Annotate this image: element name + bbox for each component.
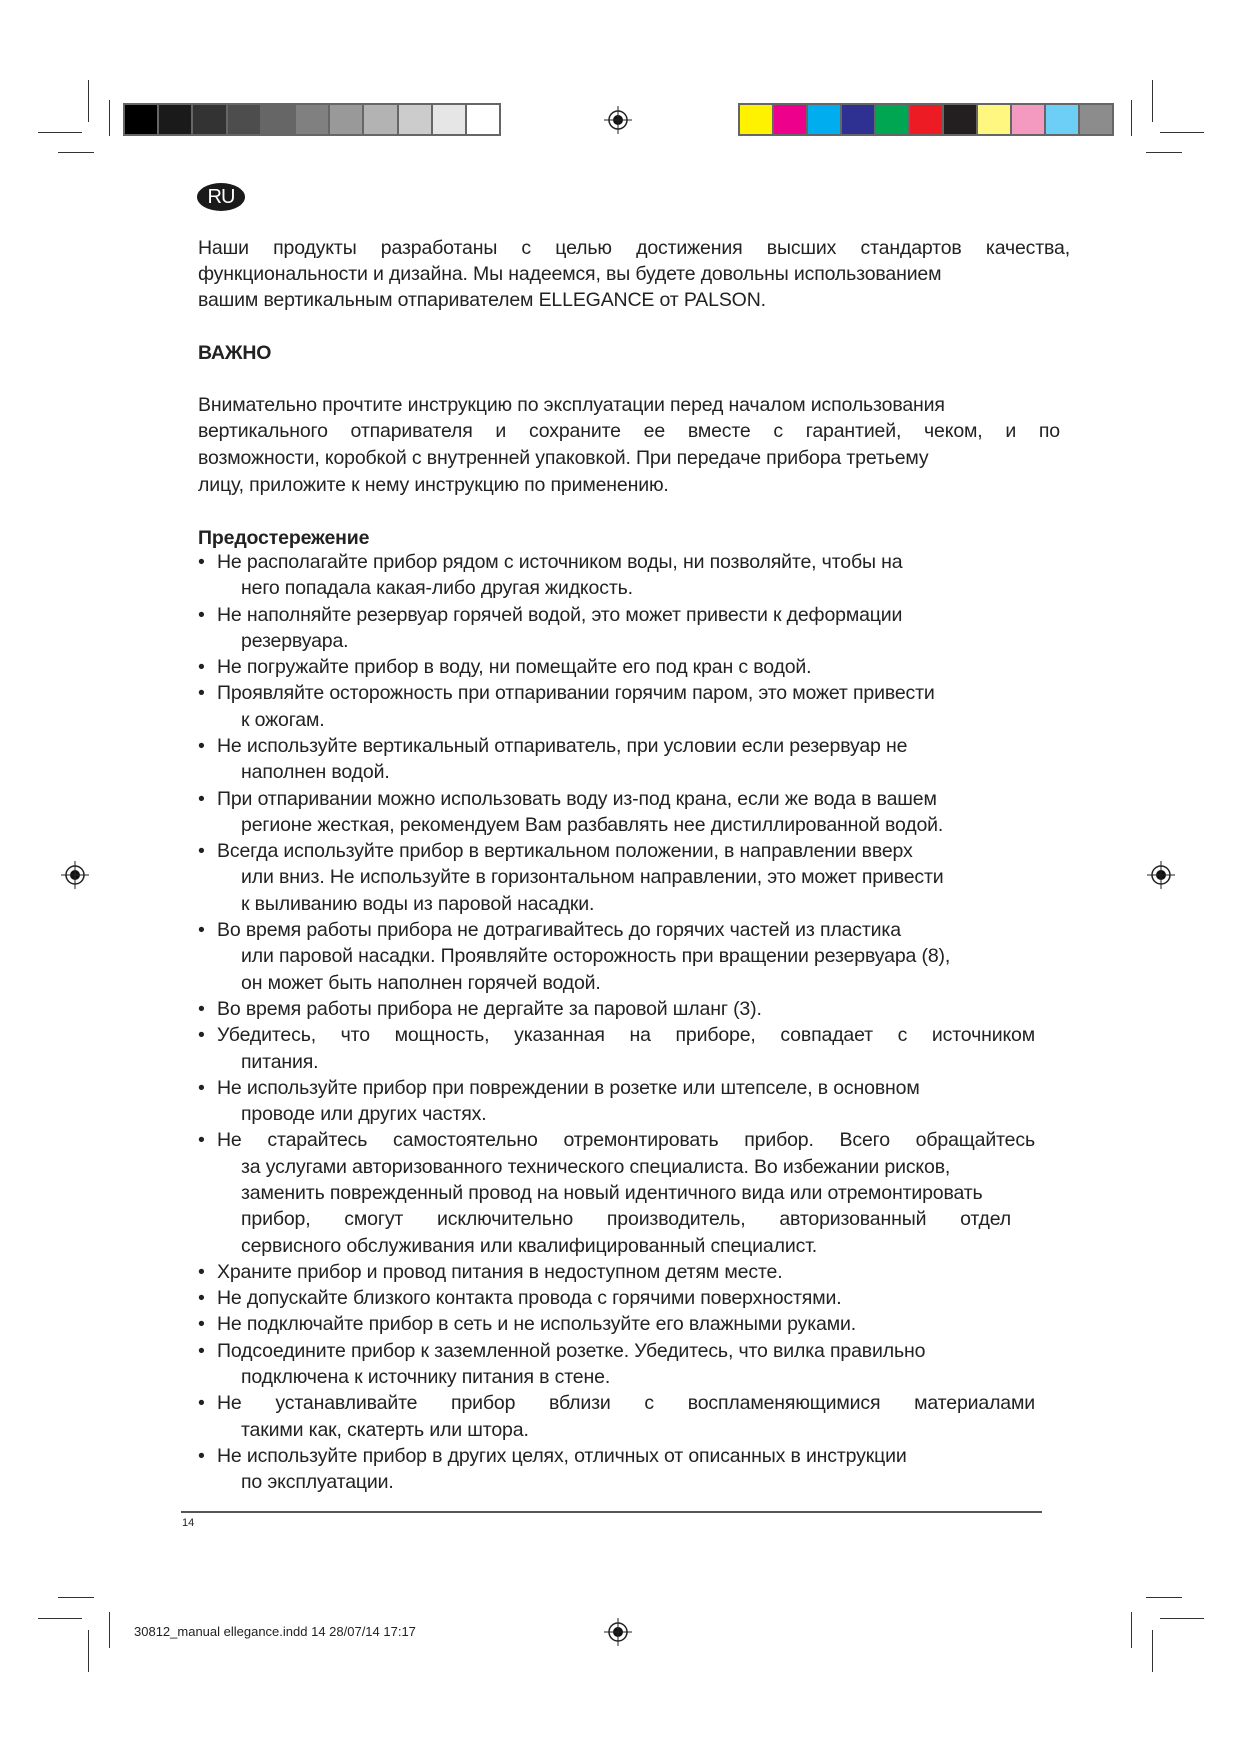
- warning-line: Не располагайте прибор рядом с источником воды, ни позволяйте, чтобы на: [217, 551, 903, 573]
- color-swatch: [774, 105, 806, 134]
- warning-line: или вниз. Не используйте в горизонтальном направлении, это может привести: [241, 866, 944, 889]
- crop-mark: [109, 100, 110, 136]
- crop-mark: [1160, 1618, 1204, 1619]
- print-slug: 30812_manual ellegance.indd 14 28/07/14 17:17: [134, 1624, 416, 1639]
- warning-line: Подсоедините прибор к заземленной розетке. Убедитесь, что вилка правильно: [217, 1339, 926, 1362]
- bullet-icon: •: [198, 551, 205, 573]
- crop-mark: [1152, 1630, 1153, 1672]
- bullet-icon: •: [198, 919, 205, 942]
- crop-mark: [1131, 100, 1132, 136]
- bullet-icon: •: [198, 735, 205, 758]
- warning-line: он может быть наполнен горячей водой.: [241, 971, 601, 994]
- warning-line: Проявляйте осторожность при отпаривании горячим паром, это может привести: [217, 682, 935, 705]
- warning-line: Во время работы прибора не дергайте за паровой шланг (3).: [217, 997, 762, 1020]
- warning-line: Не используйте прибор при повреждении в розетке или штепселе, в основном: [217, 1076, 920, 1099]
- bullet-icon: •: [198, 603, 205, 626]
- crop-mark: [88, 1630, 89, 1672]
- color-swatch: [364, 105, 396, 134]
- crop-mark: [1160, 132, 1204, 133]
- bullet-icon: •: [198, 656, 205, 679]
- color-swatch: [1046, 105, 1078, 134]
- warning-line: Не погружайте прибор в воду, ни помещайте его под кран с водой.: [217, 656, 812, 679]
- color-swatch: [330, 105, 362, 134]
- registration-target-icon: [1147, 861, 1175, 889]
- warning-line: по эксплуатации.: [241, 1471, 394, 1494]
- warning-line: такими как, скатерть или штора.: [241, 1418, 529, 1441]
- color-swatch: [1080, 105, 1112, 134]
- warning-line: Не наполняйте резервуар горячей водой, это может привести к деформации: [217, 603, 903, 626]
- color-swatch: [1012, 105, 1044, 134]
- color-swatch: [808, 105, 840, 134]
- warning-line: Не старайтесь самостоятельно отремонтировать прибор. Всего обращайтесь: [217, 1129, 1035, 1152]
- warning-heading: Предостережение: [198, 527, 370, 549]
- crop-mark: [1146, 152, 1182, 153]
- warning-line: к выливанию воды из паровой насадки.: [241, 892, 595, 915]
- crop-mark: [88, 80, 89, 122]
- warning-line: питания.: [241, 1050, 319, 1073]
- warning-line: наполнен водой.: [241, 761, 390, 784]
- warning-line: проводе или других частях.: [241, 1103, 487, 1126]
- color-swatch: [978, 105, 1010, 134]
- color-swatch: [159, 105, 191, 134]
- warning-line: Храните прибор и провод питания в недоступном детям месте.: [217, 1260, 783, 1283]
- bullet-icon: •: [198, 1287, 205, 1310]
- warning-line: подключена к источнику питания в стене.: [241, 1365, 611, 1388]
- bullet-icon: •: [198, 1024, 205, 1047]
- warning-line: к ожогам.: [241, 708, 325, 731]
- registration-target-icon: [604, 106, 632, 134]
- crop-mark: [1131, 1612, 1132, 1648]
- bullet-icon: •: [198, 840, 205, 863]
- intro-line: функциональности и дизайна. Мы надеемся, вы будете довольны использованием: [198, 263, 942, 285]
- bullet-icon: •: [198, 682, 205, 705]
- warning-line: или паровой насадки. Проявляйте осторожность при вращении резервуара (8),: [241, 945, 951, 968]
- bullet-icon: •: [198, 1313, 205, 1336]
- color-swatch: [296, 105, 328, 134]
- color-swatch: [910, 105, 942, 134]
- crop-mark: [38, 1618, 82, 1619]
- important-line: Внимательно прочтите инструкцию по эксплуатации перед началом использования: [198, 394, 945, 416]
- warning-line: Во время работы прибора не дотрагивайтесь до горячих частей из пластика: [217, 919, 901, 942]
- language-badge: RU: [197, 183, 245, 211]
- color-swatch: [399, 105, 431, 134]
- warning-line: регионе жесткая, рекомендуем Вам разбавлять нее дистиллированной водой.: [241, 813, 944, 836]
- color-swatch: [467, 105, 499, 134]
- crop-mark: [58, 1597, 94, 1598]
- bullet-icon: •: [198, 1444, 205, 1467]
- bullet-icon: •: [198, 787, 205, 810]
- footer-rule: [181, 1511, 1042, 1513]
- crop-mark: [1146, 1597, 1182, 1598]
- warning-line: прибор, смогут исключительно производитель, авторизованный отдел: [241, 1208, 1011, 1231]
- warning-line: сервисного обслуживания или квалифицированный специалист.: [241, 1234, 818, 1257]
- intro-line: Наши продукты разработаны с целью достижения высших стандартов качества,: [198, 237, 1070, 259]
- warning-line: Не допускайте близкого контакта провода с горячими поверхностями.: [217, 1287, 842, 1310]
- crop-mark: [109, 1612, 110, 1648]
- bullet-icon: •: [198, 1076, 205, 1099]
- warning-line: Не используйте вертикальный отпариватель, при условии если резервуар не: [217, 735, 908, 758]
- intro-line: вашим вертикальным отпаривателем ELLEGANCE от PALSON.: [198, 289, 766, 311]
- important-line: вертикального отпаривателя и сохраните ее вместе с гарантией, чеком, и по: [198, 420, 1060, 442]
- warning-line: за услугами авторизованного технического специалиста. Во избежании рисков,: [241, 1155, 951, 1178]
- warning-line: Не устанавливайте прибор вблизи с воспламеняющимися материалами: [217, 1392, 1035, 1415]
- color-swatch: [433, 105, 465, 134]
- color-swatch: [876, 105, 908, 134]
- bullet-icon: •: [198, 1129, 205, 1152]
- bullet-icon: •: [198, 1339, 205, 1362]
- grayscale-calibration-bar: [123, 103, 501, 136]
- warning-line: него попадала какая-либо другая жидкость.: [241, 577, 633, 600]
- registration-target-icon: [604, 1618, 632, 1646]
- color-swatch: [944, 105, 976, 134]
- warning-line: Убедитесь, что мощность, указанная на приборе, совпадает с источником: [217, 1024, 1035, 1047]
- crop-mark: [1152, 80, 1153, 122]
- color-swatch: [262, 105, 294, 134]
- bullet-icon: •: [198, 1392, 205, 1415]
- color-swatch: [740, 105, 772, 134]
- warning-line: При отпаривании можно использовать воду из-под крана, если же вода в вашем: [217, 787, 937, 810]
- warning-line: Всегда используйте прибор в вертикальном положении, в направлении вверх: [217, 840, 913, 863]
- color-swatch: [193, 105, 225, 134]
- color-swatch: [228, 105, 260, 134]
- color-calibration-bar: [738, 103, 1114, 136]
- bullet-icon: •: [198, 1260, 205, 1283]
- bullet-icon: •: [198, 997, 205, 1020]
- warning-line: заменить поврежденный провод на новый идентичного вида или отремонтировать: [241, 1181, 983, 1204]
- crop-mark: [38, 132, 82, 133]
- warning-line: резервуара.: [241, 629, 349, 652]
- warning-line: Не используйте прибор в других целях, отличных от описанных в инструкции: [217, 1444, 907, 1467]
- registration-target-icon: [61, 861, 89, 889]
- color-swatch: [125, 105, 157, 134]
- color-swatch: [842, 105, 874, 134]
- page-number: 14: [182, 1517, 195, 1529]
- important-line: лицу, приложите к нему инструкцию по применению.: [198, 474, 669, 496]
- important-heading: ВАЖНО: [198, 342, 272, 364]
- warning-line: Не подключайте прибор в сеть и не используйте его влажными руками.: [217, 1313, 857, 1336]
- crop-mark: [58, 152, 94, 153]
- important-line: возможности, коробкой с внутренней упаковкой. При передаче прибора третьему: [198, 447, 929, 469]
